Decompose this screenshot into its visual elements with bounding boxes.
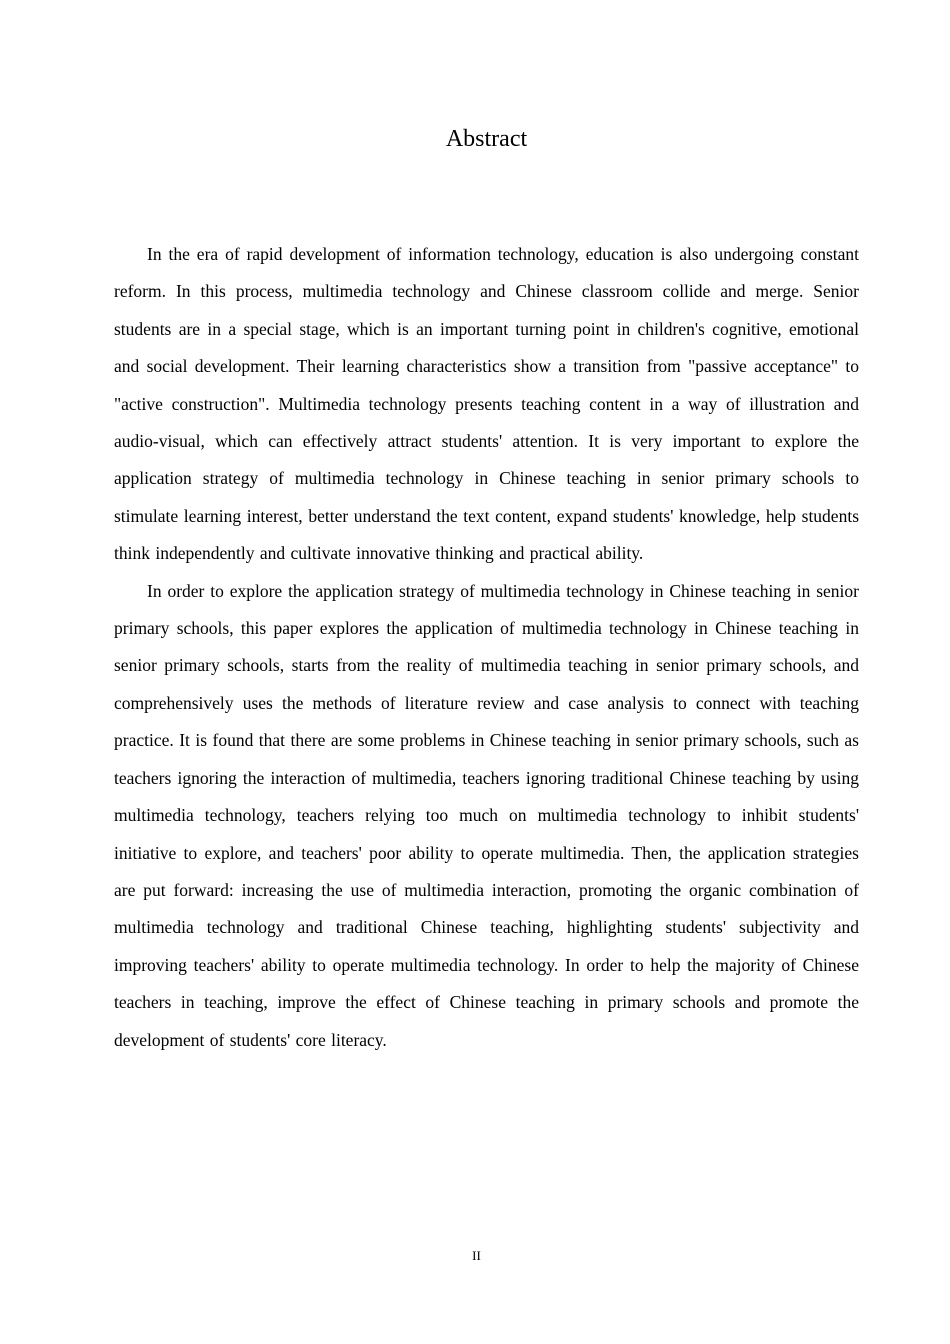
abstract-paragraph-1: In the era of rapid development of information technology, education is also undergoing constant reform. In this process, multimedia technology and Chinese classroom collide and merge. Senior students are in a special stage, which is an important turning point in children's cognitive, emotional and social development. Their learning characteristics show a transition from "passive acceptance" to "active construction". Multimedia technology presents teaching content in a way of illustration and audio-visual, which can effectively attract students' attention. It is very important to explore the application strategy of multimedia technology in Chinese teaching in senior primary schools to stimulate learning interest, better understand the text content, expand students' knowledge, help students think independently and cultivate innovative thinking and practical ability. bbox=[114, 244, 859, 564]
abstract-body bbox=[114, 236, 859, 1059]
page-title: Abstract bbox=[445, 126, 528, 152]
page-number: II bbox=[472, 1248, 481, 1263]
abstract-paragraph-2: In order to explore the application strategy of multimedia technology in Chinese teaching in senior primary schools, this paper explores the application of multimedia technology in Chinese teaching in senior primary schools, starts from the reality of multimedia teaching in senior primary schools, and comprehensively uses the methods of literature review and case analysis to connect with teaching practice. It is found that there are some problems in Chinese teaching in senior primary schools, such as teachers ignoring the interaction of multimedia, teachers ignoring traditional Chinese teaching by using multimedia technology, teachers relying too much on multimedia technology to inhibit students' initiative to explore, and teachers' poor ability to operate multimedia. Then, the application strategies are put forward: increasing the use of multimedia interaction, promoting the organic combination of multimedia technology and traditional Chinese teaching, highlighting students' subjectivity and improving teachers' ability to operate multimedia technology. In order to help the majority of Chinese teachers in teaching, improve the effect of Chinese teaching in primary schools and promote the development of students' core literacy. bbox=[114, 580, 859, 1050]
